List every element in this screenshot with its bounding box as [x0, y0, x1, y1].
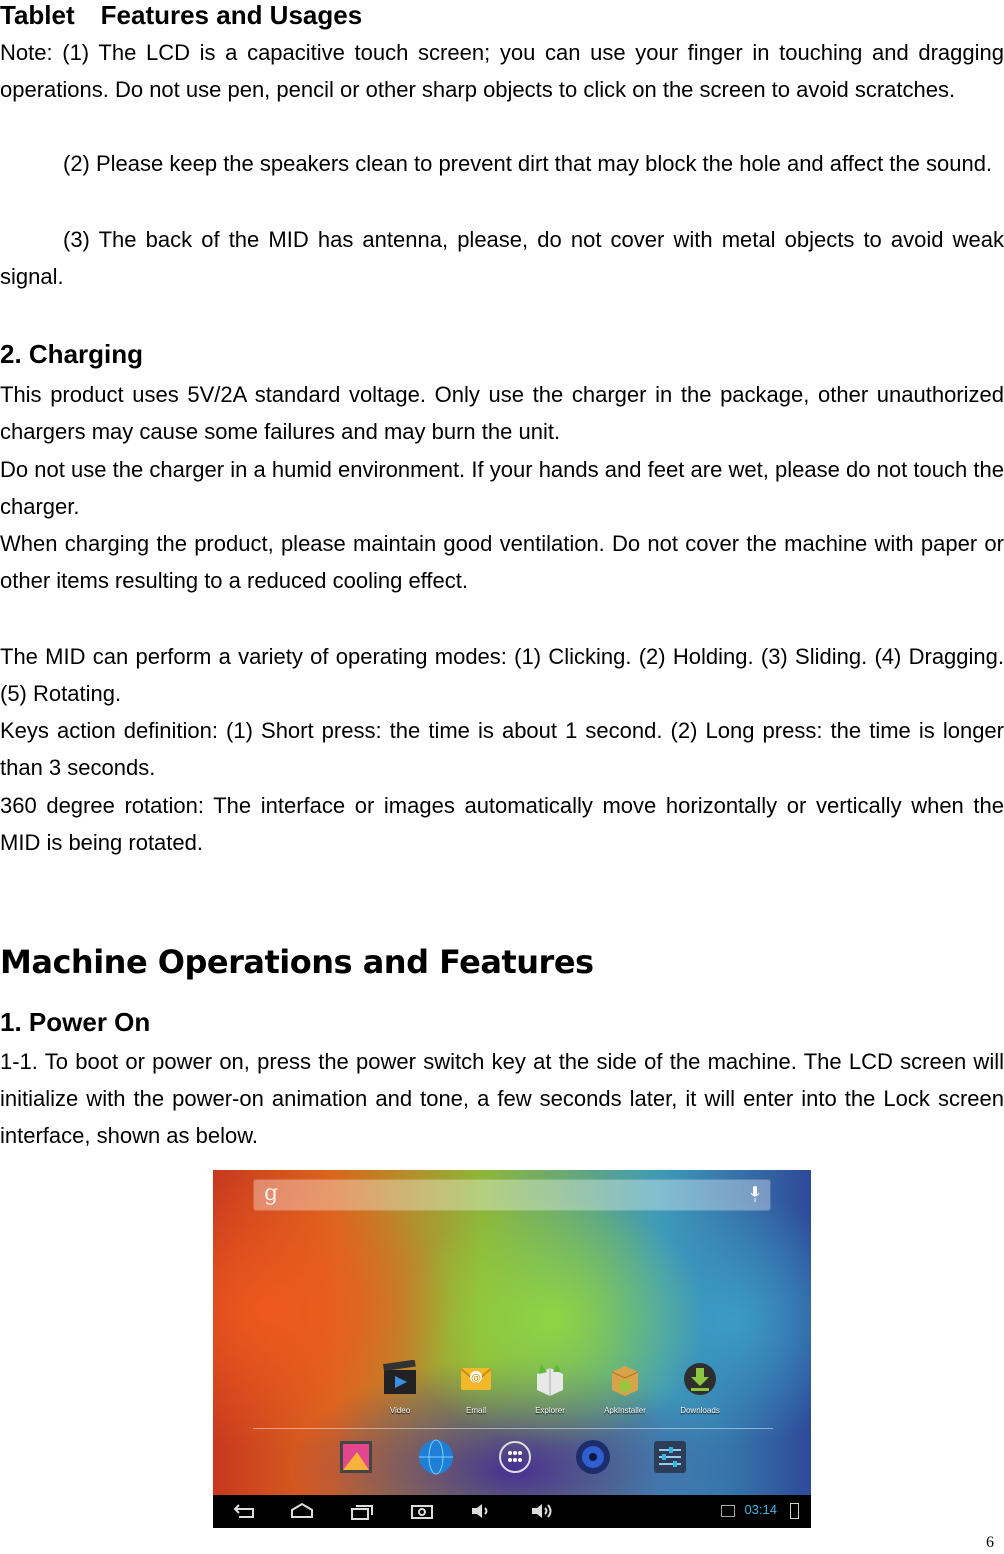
gallery-icon	[337, 1438, 375, 1476]
apkinstaller-icon	[606, 1360, 644, 1398]
home-icon	[289, 1501, 315, 1521]
mic-icon	[750, 1186, 760, 1203]
note-paragraph-2: (2) Please keep the speakers clean to prevent dirt that may block the hole and affect the sound.	[63, 151, 993, 176]
app-label: Video	[389, 1406, 411, 1415]
note-paragraph-1: Note: (1) The LCD is a capacitive touch screen; you can use your finger in touching and dragging operations. Do not use pen, pencil or other sharp objects to click on the screen to avoid scratches.	[0, 40, 1004, 102]
dock	[333, 1438, 693, 1482]
volume-up-icon	[529, 1501, 555, 1521]
dock-divider	[253, 1428, 773, 1429]
music-speaker-icon	[574, 1438, 612, 1476]
all-apps-icon	[496, 1438, 534, 1476]
machine-heading: Machine Operations and Features	[0, 943, 594, 981]
app-downloads	[670, 1360, 730, 1415]
app-label: Downloads	[680, 1406, 720, 1415]
app-apkinstaller	[595, 1360, 655, 1415]
power-on-paragraph: 1-1. To boot or power on, press the power switch key at the side of the machine. The LCD screen will initialize with the power-on animation and tone, a few seconds later, it will enter into the Lock screen interface, shown as below.	[0, 1049, 1004, 1148]
email-icon	[457, 1360, 495, 1398]
screenshot-icon	[409, 1501, 435, 1521]
recent-apps-icon	[349, 1501, 375, 1521]
app-email	[446, 1360, 506, 1415]
modes-paragraph-2: Keys action definition: (1) Short press: the time is about 1 second. (2) Long press: the time is longer than 3 seconds.	[0, 718, 1004, 780]
picture-notification-icon	[721, 1505, 735, 1517]
volume-down-icon	[469, 1501, 495, 1521]
charging-paragraph-3: When charging the product, please maintain good ventilation. Do not cover the machine with paper or other items resulting to a reduced cooling effect.	[0, 531, 1004, 593]
modes-paragraph-1: The MID can perform a variety of operating modes: (1) Clicking. (2) Holding. (3) Sliding. (4) Dragging. (5) Rotating.	[0, 644, 1004, 706]
charging-paragraph-1: This product uses 5V/2A standard voltage. Only use the charger in the package, other unauthorized chargers may cause some failures and may burn the unit.	[0, 382, 1004, 444]
charging-paragraph-2: Do not use the charger in a humid environment. If your hands and feet are wet, please do not touch the charger.	[0, 457, 1004, 519]
page-number: 6	[986, 1534, 994, 1551]
battery-icon	[790, 1503, 799, 1519]
modes-paragraph-3: 360 degree rotation: The interface or images automatically move horizontally or vertically when the MID is being rotated.	[0, 793, 1004, 855]
app-video	[370, 1360, 430, 1415]
explorer-icon	[531, 1360, 569, 1398]
power-on-heading: 1. Power On	[0, 1007, 151, 1037]
app-row	[373, 1360, 733, 1420]
back-icon	[231, 1501, 257, 1521]
settings-icon	[651, 1438, 689, 1476]
page-title: Tablet Features and Usages	[0, 0, 363, 30]
status-clock: 03:14	[744, 1502, 777, 1517]
app-explorer	[520, 1360, 580, 1415]
system-nav-bar	[213, 1495, 811, 1528]
google-icon: g	[264, 1181, 279, 1206]
app-label: Email	[465, 1406, 486, 1415]
svg-text:@: @	[471, 1373, 481, 1384]
browser-globe-icon	[417, 1438, 455, 1476]
video-icon	[381, 1360, 419, 1398]
google-search-bar	[254, 1180, 770, 1210]
charging-heading: 2. Charging	[0, 339, 144, 369]
lock-screen-screenshot	[213, 1170, 811, 1528]
app-label: ApkInstaller	[604, 1406, 646, 1415]
app-label: Explorer	[535, 1406, 565, 1415]
note-paragraph-3: (3) The back of the MID has antenna, please, do not cover with metal objects to avoid weak signal.	[0, 227, 1004, 289]
downloads-icon	[681, 1360, 719, 1398]
